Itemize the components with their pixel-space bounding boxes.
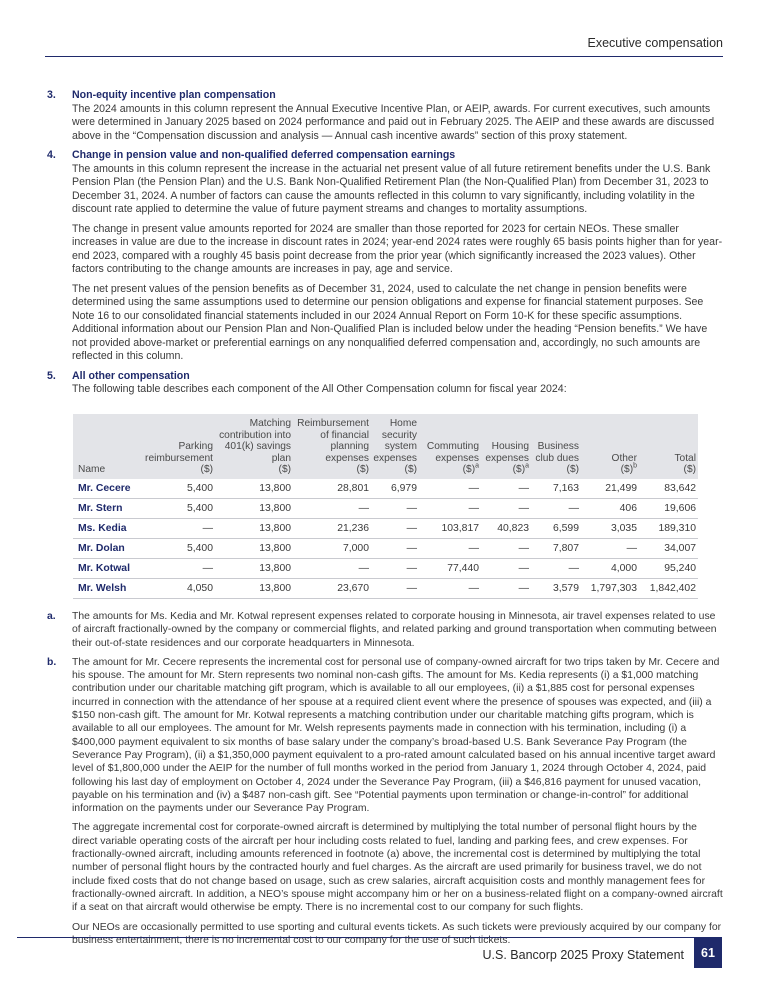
column-header: Housing expenses ($)$^a$ <box>485 441 529 475</box>
cell-club-dues: 3,579 <box>531 579 581 599</box>
table-footnotes <box>47 610 723 953</box>
cell-housing: — <box>481 479 531 499</box>
cell-other: — <box>581 539 639 559</box>
cell-housing: — <box>481 559 531 579</box>
footnote-letter: a. <box>47 611 56 622</box>
cell-club-dues: 6,599 <box>531 519 581 539</box>
cell-home-security: 6,979 <box>371 479 419 499</box>
cell-total: 83,642 <box>639 479 698 499</box>
note-paragraph: The following table describes each component of the All Other Compensation column for fiscal year 2024: <box>72 383 567 395</box>
cell-home-security: — <box>371 519 419 539</box>
cell-401k: 13,800 <box>215 539 293 559</box>
note-number: 4. <box>47 149 56 161</box>
note-title: Non-equity incentive plan compensation <box>72 89 276 101</box>
page-number: 61 <box>694 938 722 968</box>
cell-name: Mr. Stern <box>73 499 143 519</box>
column-header: Name <box>78 464 106 475</box>
footnote-b <box>47 656 723 947</box>
cell-401k: 13,800 <box>215 559 293 579</box>
cell-home-security: — <box>371 559 419 579</box>
note-4 <box>47 149 723 364</box>
cell-club-dues: — <box>531 559 581 579</box>
note-5 <box>47 370 723 397</box>
cell-housing: — <box>481 499 531 519</box>
cell-401k: 13,800 <box>215 499 293 519</box>
section-title: Executive compensation <box>587 36 723 50</box>
note-paragraph: The amounts in this column represent the increase in the actuarial net present value of all future retirement benefits under the U.S. Bank Pension Plan (the Pension Plan) and the U.S. Bank Non-Qualified Retirement Plan (the Non-Qualified Plan) from December 31, 2023 to December 31, 2024. A number of factors can cause the amounts reflected in this column to vary significantly, including volatility in the discount rate applied to determine the value of future payment streams and changes to mortality assumptions. <box>72 162 711 215</box>
cell-total: 19,606 <box>639 499 698 519</box>
footnote-paragraph: The amount for Mr. Cecere represents the incremental cost for personal use of company-owned aircraft for two trips taken by Mr. Cecere and his spouse. The amount for Mr. Stern represents two nominal non-cash gifts. The amount for Ms. Kedia represents (i) a $1,000 matching contribution under our charitable matching gift program, which is available to all our employees, (ii) a $1,885 cost for personal expenses incurred in connection with the attendance of her spouse at a required client event where the presence of spouses was expected, and (iii) a $150 non-cash gift. The amount for Mr. Kotwal represents a matching contribution under our charitable matching gifts program, which is available to all our employees. The amount for Mr. Welsh represents payments made in connection with his termination, including (i) a $400,000 payment equivalent to six months of base salary under the company’s broad-based U.S. Bank Severance Pay Program (the Severance Pay Program), (ii) a $1,350,000 payment equivalent to a pro-rated amount calculated based on his annual incentive target award level of $1,800,000 under the AEIP for the number of full months worked in the period from January 1, 2024 through October 4, 2024, paid following his last day of employment on October 4, 2024 under the Severance Pay Program, (iii) a $46,816 payment for unused vacation, payable on his termination and (iv) a $487 non-cash gift. See “Potential payments upon termination or change-in-control” for additional information on the payments under our Severance Pay Program. <box>72 656 720 815</box>
page-footer <box>17 937 722 967</box>
cell-financial-planning: — <box>293 559 371 579</box>
cell-housing: — <box>481 579 531 599</box>
cell-other: 21,499 <box>581 479 639 499</box>
cell-parking: 5,400 <box>143 499 215 519</box>
cell-financial-planning: 7,000 <box>293 539 371 559</box>
cell-name: Ms. Kedia <box>73 519 143 539</box>
column-header: Reimbursement of financial planning expenses ($) <box>297 418 369 475</box>
cell-club-dues: 7,163 <box>531 479 581 499</box>
cell-commuting: 77,440 <box>419 559 481 579</box>
notes-section <box>47 89 723 403</box>
cell-housing: — <box>481 539 531 559</box>
document-title: U.S. Bancorp 2025 Proxy Statement <box>482 948 684 962</box>
cell-total: 34,007 <box>639 539 698 559</box>
cell-name: Mr. Welsh <box>73 579 143 599</box>
footnote-letter: b. <box>47 656 57 668</box>
footnote-paragraph: The aggregate incremental cost for corporate-owned aircraft is determined by multiplying the total number of personal flight hours by the direct variable operating costs of the aircraft per hour including costs related to fuel, landing and parking fees, and crew expenses. For fractionally-owned aircraft, including amounts referenced in footnote (a) above, the incremental cost is determined by multiplying the total number of personal flight hours by the contracted hourly and fuel charges. As the aircraft are used primarily for business travel, we do not include fixed costs that do not change based on usage, such as crew salaries, aircraft acquisition costs and monthly management fees for fractionally-owned aircraft. In addition, a NEO’s spouse might accompany him or her on a business-related flight on a company-owned aircraft if a seat on that aircraft would otherwise be empty. There is no incremental cost to our company for such flights. <box>72 822 723 914</box>
cell-other: 406 <box>581 499 639 519</box>
cell-home-security: — <box>371 579 419 599</box>
column-header: Commuting expenses ($)$^a$ <box>426 441 479 475</box>
footnote-a <box>47 610 723 650</box>
cell-parking: — <box>143 559 215 579</box>
footnote-paragraph: The amounts for Ms. Kedia and Mr. Kotwal represent expenses related to corporate housing in Minnesota, air travel expenses related to use of aircraft fractionally-owned by the company or commercial flights, and related parking and ground transportation when commuting between their out-of-state residences and our corporate headquarters in Minnesota. <box>72 611 717 649</box>
cell-name: Mr. Dolan <box>73 539 143 559</box>
note-number: 3. <box>47 89 56 101</box>
cell-total: 95,240 <box>639 559 698 579</box>
cell-commuting: — <box>419 579 481 599</box>
table-row <box>73 519 698 539</box>
cell-401k: 13,800 <box>215 519 293 539</box>
cell-commuting: 103,817 <box>419 519 481 539</box>
cell-401k: 13,800 <box>215 579 293 599</box>
cell-club-dues: 7,807 <box>531 539 581 559</box>
cell-home-security: — <box>371 499 419 519</box>
cell-parking: 4,050 <box>143 579 215 599</box>
cell-financial-planning: — <box>293 499 371 519</box>
cell-total: 1,842,402 <box>639 579 698 599</box>
cell-financial-planning: 28,801 <box>293 479 371 499</box>
cell-other: 4,000 <box>581 559 639 579</box>
note-title: All other compensation <box>72 369 190 382</box>
note-title: Change in pension value and non-qualified deferred compensation earnings <box>72 149 456 161</box>
table-row <box>73 539 698 559</box>
cell-housing: 40,823 <box>481 519 531 539</box>
cell-commuting: — <box>419 499 481 519</box>
note-3 <box>47 89 723 143</box>
page-header <box>45 30 723 57</box>
column-header: Total ($) <box>674 452 696 475</box>
all-other-compensation-table <box>73 414 698 599</box>
cell-parking: — <box>143 519 215 539</box>
column-header: Home security system expenses ($) <box>373 418 417 475</box>
note-paragraph: The net present values of the pension benefits as of December 31, 2024, used to calculate the net change in pension benefits were determined using the same assumptions used to determine our pension obligations and expense for financial statement purposes. See Note 16 to our consolidated financial statements included in our 2024 Annual Report on Form 10-K for these specific assumptions. Additional information about our Pension Plan and Non-Qualified Plan is included below under the heading “Pension benefits.” We have not provided above-market or preferential earnings on any nonqualified deferred compensation and, accordingly, no such amounts are reflected in this column. <box>72 282 708 362</box>
cell-commuting: — <box>419 539 481 559</box>
cell-name: Mr. Cecere <box>73 479 143 499</box>
footnote-paragraph: Our NEOs are occasionally permitted to use sporting and cultural events tickets. As such tickets were previously acquired by our company for business entertainment, there is no incremental cost to our company for the use of such tickets. <box>72 921 722 946</box>
cell-name: Mr. Kotwal <box>73 559 143 579</box>
table-row <box>73 479 698 499</box>
table-row <box>73 559 698 579</box>
cell-parking: 5,400 <box>143 539 215 559</box>
cell-financial-planning: 21,236 <box>293 519 371 539</box>
cell-club-dues: — <box>531 499 581 519</box>
cell-parking: 5,400 <box>143 479 215 499</box>
note-paragraph: The 2024 amounts in this column represent the Annual Executive Incentive Plan, or AEIP, awards. For current executives, such amounts were determined in January 2025 based on 2024 performance and paid out in February 2025. The AEIP and these awards are discussed above in the “Compensation discussion and analysis — Annual cash incentive awards” section of this proxy statement. <box>72 102 715 142</box>
note-number: 5. <box>47 369 56 382</box>
table-header-row <box>73 414 698 479</box>
note-paragraph: The change in present value amounts reported for 2024 are smaller than those reported for 2023 for certain NEOs. These smaller increases in value are due to the increase in discount rates in 2024; year-end 2024 rates were roughly 65 basis points higher than for year-end 2023, compared with a roughly 45 basis point decrease from the prior year (which significantly increased the 2023 values). Other factors contributing to the change amounts are increases in pay, age and service. <box>72 222 723 275</box>
cell-financial-planning: 23,670 <box>293 579 371 599</box>
cell-401k: 13,800 <box>215 479 293 499</box>
column-header: Parking reimbursement ($) <box>145 441 213 475</box>
cell-commuting: — <box>419 479 481 499</box>
cell-home-security: — <box>371 539 419 559</box>
table-row <box>73 499 698 519</box>
column-header: Matching contribution into 401(k) savings plan ($) <box>219 418 291 475</box>
cell-total: 189,310 <box>639 519 698 539</box>
column-header: Business club dues ($) <box>535 441 579 475</box>
column-header: Other ($)$^b$ <box>611 452 637 475</box>
cell-other: 1,797,303 <box>581 579 639 599</box>
table-row <box>73 579 698 599</box>
cell-other: 3,035 <box>581 519 639 539</box>
